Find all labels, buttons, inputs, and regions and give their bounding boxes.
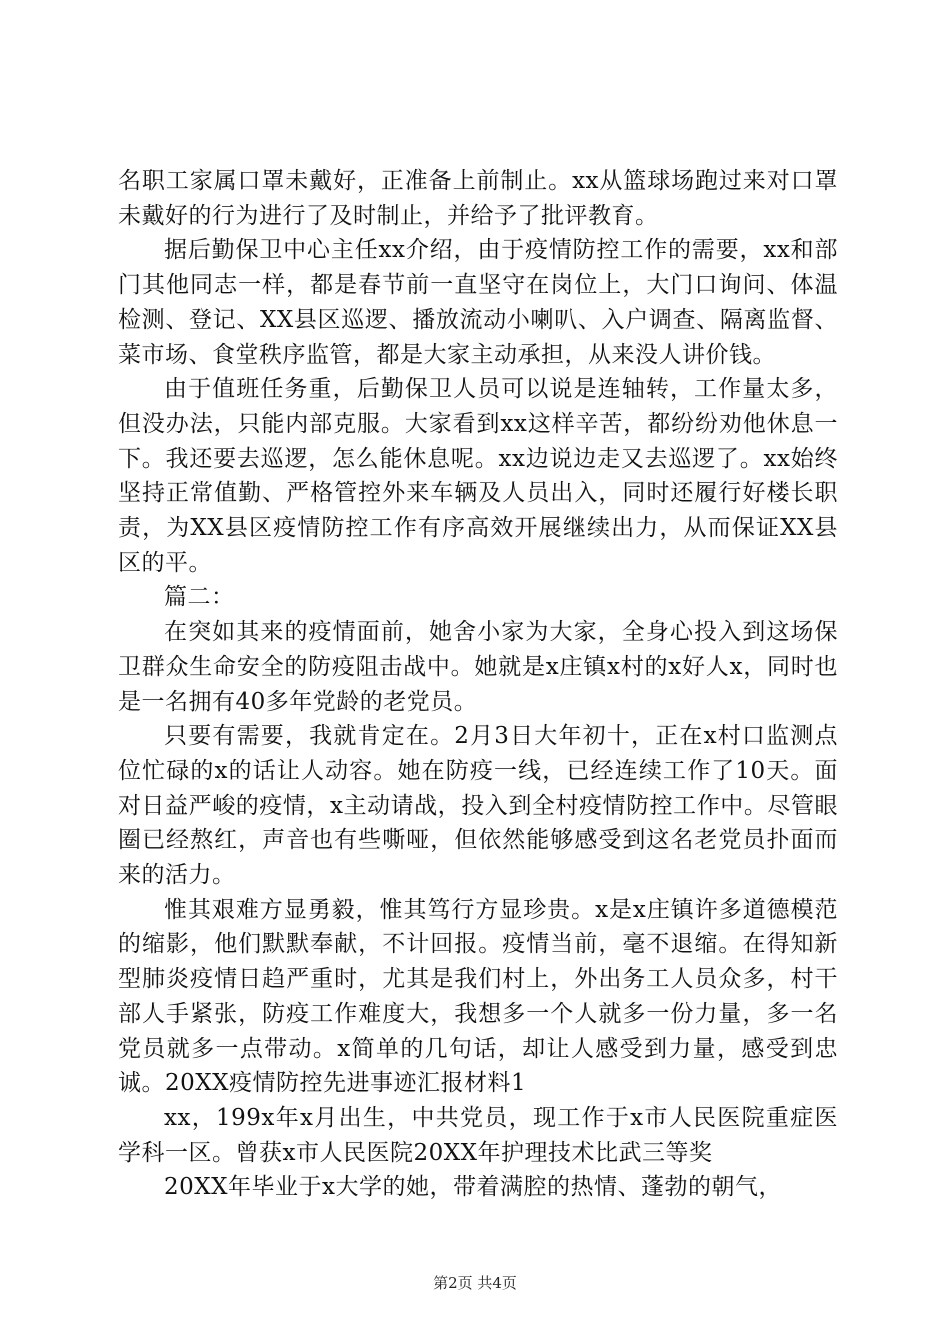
paragraph-8: 20XX年毕业于x大学的她，带着满腔的热情、蓬勃的朝气，	[164, 1174, 782, 1201]
paragraph-7: xx，199x年x月出生，中共党员，现工作于x市人民医院重症医学科一区。曾获x市人民医院20XX年护理技术比武三等奖	[118, 1104, 838, 1166]
paragraph-1: 名职工家属口罩未戴好，正准备上前制止。xx从篮球场跑过来对口罩未戴好的行为进行了及时制止，并给予了批评教育。	[118, 168, 838, 229]
paragraph-2: 据后勤保卫中心主任xx介绍，由于疫情防控工作的需要，xx和部门其他同志一样，都是春节前一直坚守在岗位上，大门口询问、体温检测、登记、XX县区巡逻、播放流动小喇叭、入户调查、隔离监督、菜市场、食堂秩序监管，都是大家主动承担，从来没人讲价钱。	[118, 237, 838, 368]
paragraph-5: 只要有需要，我就肯定在。2月3日大年初十，正在x村口监测点位忙碌的x的话让人动容。她在防疫一线，已经连续工作了10天。面对日益严峻的疫情，x主动请战，投入到全村疫情防控工作中。尽管眼圈已经熬红，声音也有些嘶哑，但依然能够感受到这名老党员扑面而来的活力。	[118, 723, 838, 889]
paragraph-3: 由于值班任务重，后勤保卫人员可以说是连轴转，工作量太多，但没办法，只能内部克服。大家看到xx这样辛苦，都纷纷劝他休息一下。我还要去巡逻，怎么能休息呢。xx边说边走又去巡逻了。xx始终坚持正常值勤、严格管控外来车辆及人员出入，同时还履行好楼长职责，为XX县区疫情防控工作有序高效开展继续出力，从而保证XX县区的平。	[118, 376, 838, 576]
section-heading: 篇二：	[164, 584, 235, 611]
page-number-footer: 第2页 共4页	[433, 1274, 517, 1292]
document-body	[118, 164, 838, 1205]
paragraph-4: 在突如其来的疫情面前，她舍小家为大家，全身心投入到这场保卫群众生命安全的防疫阻击战中。她就是x庄镇x村的x好人x，同时也是一名拥有40多年党龄的老党员。	[118, 619, 838, 715]
paragraph-6: 惟其艰难方显勇毅，惟其笃行方显珍贵。x是x庄镇许多道德模范的缩影，他们默默奉献，不计回报。疫情当前，毫不退缩。在得知新型肺炎疫情日趋严重时，尤其是我们村上，外出务工人员众多，村干部人手紧张，防疫工作难度大，我想多一个人就多一份力量，多一名党员就多一点带动。x简单的几句话，却让人感受到力量，感受到忠诚。20XX疫情防控先进事迹汇报材料1	[118, 896, 838, 1097]
